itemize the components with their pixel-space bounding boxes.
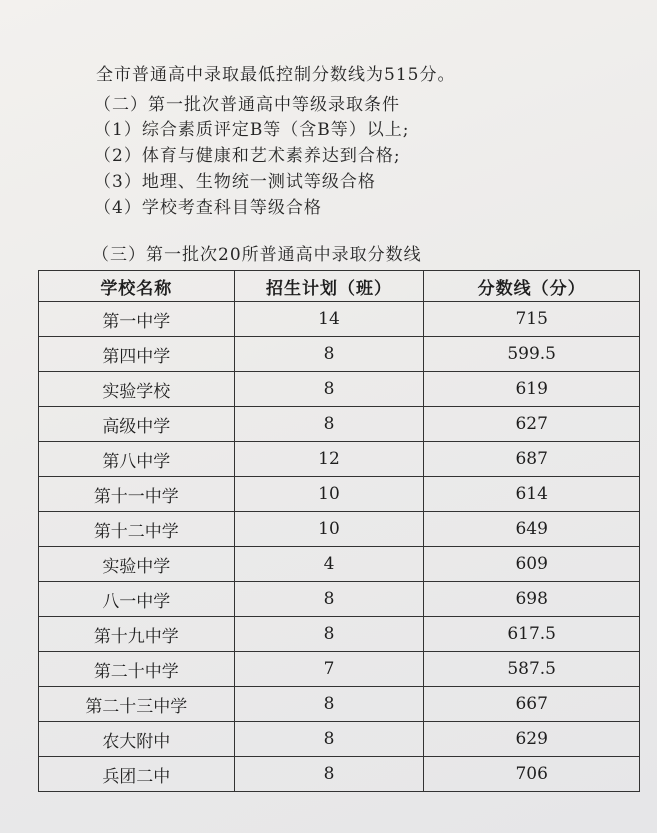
table-row	[39, 617, 640, 652]
cell-score-line: 687	[424, 442, 640, 477]
table-row	[39, 652, 640, 687]
table-row	[39, 372, 640, 407]
table-body	[39, 302, 640, 792]
table-row	[39, 687, 640, 722]
cell-school-name: 第十九中学	[39, 617, 235, 652]
cell-enrollment-plan: 14	[234, 302, 424, 337]
header-school-name: 学校名称	[39, 271, 235, 302]
cell-enrollment-plan: 12	[234, 442, 424, 477]
table-row	[39, 512, 640, 547]
cell-score-line: 715	[424, 302, 640, 337]
cell-enrollment-plan: 8	[234, 337, 424, 372]
cell-enrollment-plan: 8	[234, 687, 424, 722]
cell-enrollment-plan: 8	[234, 757, 424, 792]
heading-section-2: （二）第一批次普通高中等级录取条件	[94, 95, 400, 115]
cell-score-line: 614	[424, 477, 640, 512]
table-row	[39, 722, 640, 757]
cell-score-line: 629	[424, 722, 640, 757]
cell-enrollment-plan: 4	[234, 547, 424, 582]
cell-enrollment-plan: 8	[234, 372, 424, 407]
cell-school-name: 第十一中学	[39, 477, 235, 512]
cell-score-line: 617.5	[424, 617, 640, 652]
header-score-line: 分数线（分）	[424, 271, 640, 302]
table-row	[39, 582, 640, 617]
table-row	[39, 407, 640, 442]
cell-score-line: 627	[424, 407, 640, 442]
cell-score-line: 599.5	[424, 337, 640, 372]
cell-school-name: 实验学校	[39, 372, 235, 407]
cell-school-name: 第八中学	[39, 442, 235, 477]
cell-school-name: 第十二中学	[39, 512, 235, 547]
cell-score-line: 698	[424, 582, 640, 617]
condition-4: （4）学校考查科目等级合格	[94, 198, 322, 218]
cell-school-name: 高级中学	[39, 407, 235, 442]
condition-1: （1）综合素质评定B等（含B等）以上;	[94, 120, 410, 140]
table-row	[39, 757, 640, 792]
cell-school-name: 第四中学	[39, 337, 235, 372]
cell-enrollment-plan: 8	[234, 617, 424, 652]
cell-school-name: 第二十三中学	[39, 687, 235, 722]
cell-enrollment-plan: 8	[234, 582, 424, 617]
condition-3: （3）地理、生物统一测试等级合格	[94, 172, 376, 192]
cell-school-name: 兵团二中	[39, 757, 235, 792]
cell-score-line: 587.5	[424, 652, 640, 687]
cell-enrollment-plan: 10	[234, 512, 424, 547]
cell-school-name: 农大附中	[39, 722, 235, 757]
table-row	[39, 337, 640, 372]
cell-school-name: 实验中学	[39, 547, 235, 582]
score-table	[38, 270, 640, 792]
table-row	[39, 547, 640, 582]
cell-score-line: 706	[424, 757, 640, 792]
table-row	[39, 302, 640, 337]
cell-score-line: 609	[424, 547, 640, 582]
table-title: （三）第一批次20所普通高中录取分数线	[92, 245, 422, 265]
cell-enrollment-plan: 10	[234, 477, 424, 512]
paragraph-min-score: 全市普通高中录取最低控制分数线为515分。	[96, 65, 456, 85]
table-row	[39, 442, 640, 477]
cell-enrollment-plan: 8	[234, 722, 424, 757]
cell-score-line: 667	[424, 687, 640, 722]
cell-score-line: 649	[424, 512, 640, 547]
score-table-wrapper	[38, 270, 640, 792]
cell-score-line: 619	[424, 372, 640, 407]
cell-enrollment-plan: 8	[234, 407, 424, 442]
condition-2: （2）体育与健康和艺术素养达到合格;	[94, 146, 401, 166]
cell-school-name: 第一中学	[39, 302, 235, 337]
table-row	[39, 477, 640, 512]
header-enrollment-plan: 招生计划（班）	[234, 271, 424, 302]
cell-enrollment-plan: 7	[234, 652, 424, 687]
cell-school-name: 八一中学	[39, 582, 235, 617]
cell-school-name: 第二十中学	[39, 652, 235, 687]
table-header-row	[39, 271, 640, 302]
